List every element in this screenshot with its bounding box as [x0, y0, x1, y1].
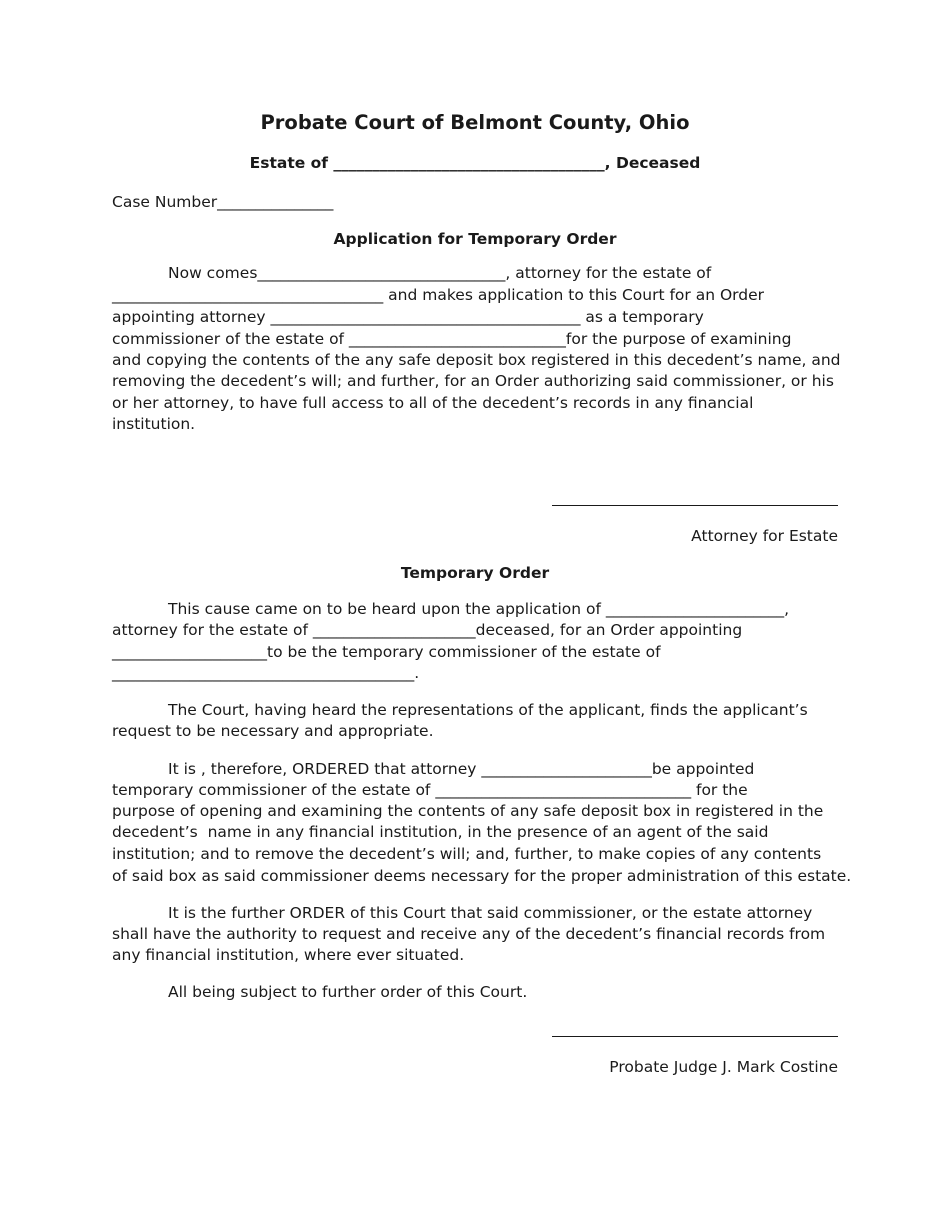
paragraph-line: ___________________________________ and makes application to this Court for an Order: [112, 286, 764, 304]
attorney-signature-line: [552, 505, 838, 506]
paragraph-line: decedent’s name in any financial institution, in the presence of an agent of the said: [112, 823, 769, 841]
order-heading: Temporary Order: [400, 564, 550, 582]
paragraph-line: ____________________to be the temporary commissioner of the estate of: [112, 643, 661, 661]
judge-signature-label: Probate Judge J. Mark Costine: [609, 1058, 838, 1076]
order-paragraph-5: All being subject to further order of this Court.: [168, 983, 528, 1001]
court-title: Probate Court of Belmont County, Ohio: [260, 111, 690, 134]
paragraph-line: appointing attorney ________________________________________ as a temporary: [112, 308, 704, 326]
paragraph-line: The Court, having heard the representations of the applicant, finds the applicant’s: [168, 701, 808, 719]
attorney-signature-label: Attorney for Estate: [691, 527, 838, 545]
application-heading: Application for Temporary Order: [333, 230, 617, 248]
estate-line: Estate of ___________________________________, Deceased: [249, 154, 701, 172]
case-number: Case Number_______________: [112, 193, 334, 211]
paragraph-line: commissioner of the estate of ____________________________for the purpose of examining: [112, 330, 792, 348]
paragraph-line: request to be necessary and appropriate.: [112, 722, 434, 740]
paragraph-line: or her attorney, to have full access to all of the decedent’s records in any financial: [112, 394, 754, 412]
paragraph-line: shall have the authority to request and receive any of the decedent’s financial records from: [112, 925, 826, 943]
paragraph-line: of said box as said commissioner deems necessary for the proper administration of this estate.: [112, 867, 852, 885]
paragraph-line: _______________________________________.: [112, 664, 420, 682]
paragraph-line: institution.: [112, 415, 196, 433]
paragraph-line: attorney for the estate of _____________________deceased, for an Order appointing: [112, 621, 743, 639]
paragraph-line: purpose of opening and examining the contents of any safe deposit box in registered in the: [112, 802, 824, 820]
paragraph-line: institution; and to remove the decedent’s will; and, further, to make copies of any contents: [112, 845, 822, 863]
paragraph-line: temporary commissioner of the estate of _________________________________ for the: [112, 781, 748, 799]
paragraph-line: removing the decedent’s will; and further, for an Order authorizing said commissioner, or his: [112, 372, 834, 390]
paragraph-line: This cause came on to be heard upon the application of _______________________,: [168, 600, 790, 618]
paragraph-line: any financial institution, where ever situated.: [112, 946, 465, 964]
judge-signature-line: [552, 1036, 838, 1037]
paragraph-line: It is , therefore, ORDERED that attorney ______________________be appointed: [168, 760, 755, 778]
paragraph-line: It is the further ORDER of this Court that said commissioner, or the estate attorney: [168, 904, 813, 922]
paragraph-line: Now comes________________________________, attorney for the estate of: [168, 264, 712, 282]
paragraph-line: and copying the contents of the any safe deposit box registered in this decedent’s name, and: [112, 351, 841, 369]
